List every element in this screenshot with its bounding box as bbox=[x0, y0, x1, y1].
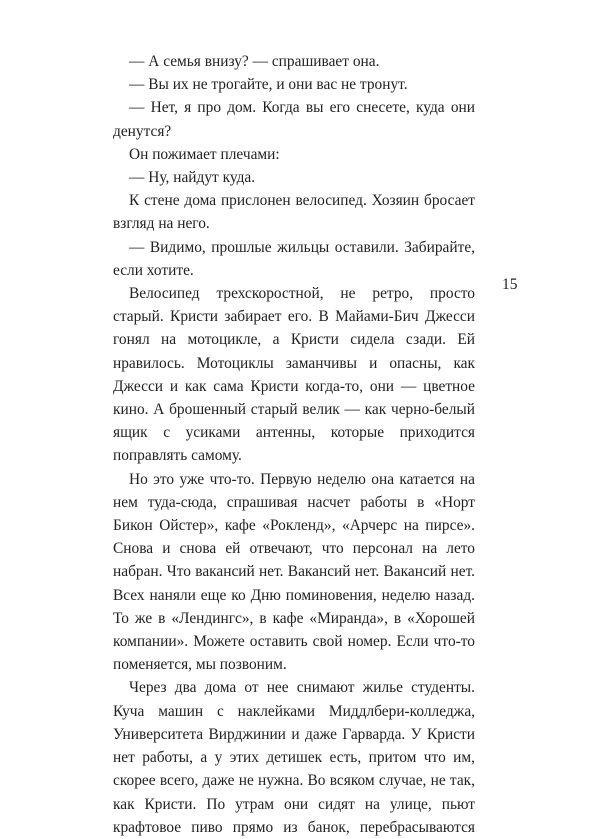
paragraph: Через два дома от нее снимают жилье студенты. Куча машин с наклейками Миддлбери-колледжа, Университета Вирджинии и даже Гарварда. У Кристи нет работы, а у этих детишек есть, притом что им, скорее всего, даже не нужна. Во всяком случае, не так, как Кристи. По утрам они сидят на улице, пьют крафтовое пиво прямо из банок, перебрасываются bbox=[113, 679, 475, 836]
paragraph: — Вы их не трогайте, и они вас не тронут. bbox=[129, 76, 408, 94]
paragraph: Он пожимает плечами: bbox=[129, 145, 280, 163]
page-number: 15 bbox=[502, 276, 518, 293]
paragraph: Но это уже что-то. Первую неделю она катается на нем туда-сюда, спрашивая насчет работы в «Норт Бикон Ойстер», кафе «Рокленд», «Арчерс на пирсе». Снова и снова ей отвечают, что персонал на лето набран. Что вакансий нет. Вакансий нет. Вакансий нет. Всех наняли еще ко Дню поминовения, неделю назад. То же в «Лендингс», в кафе «Миранда», в «Хорошей компании». Можете оставить свой номер. Если что-то поменяется, мы позвоним. bbox=[113, 470, 475, 674]
paragraph: — Видимо, прошлые жильцы оставили. Забирайте, если хотите. bbox=[113, 238, 475, 279]
page-body-text bbox=[113, 50, 475, 839]
paragraph: — Нет, я про дом. Когда вы его снесете, куда они денутся? bbox=[113, 99, 475, 140]
paragraph: К стене дома прислонен велосипед. Хозяин бросает взгляд на него. bbox=[113, 192, 475, 233]
paragraph: Велосипед трехскоростной, не ретро, просто старый. Кристи забирает его. В Майами-Бич Джесси гонял на мотоцикле, а Кристи сидела сзади. Ей нравилось. Мотоциклы заманчивы и опасны, как Джесси и как сама Кристи когда-то, они — цветное кино. А брошенный старый велик — как черно-белый ящик с усиками антенны, которые приходится поправлять самому. bbox=[113, 285, 475, 465]
paragraph: — Ну, найдут куда. bbox=[129, 169, 256, 187]
paragraph: — А семья внизу? — спрашивает она. bbox=[129, 53, 380, 70]
